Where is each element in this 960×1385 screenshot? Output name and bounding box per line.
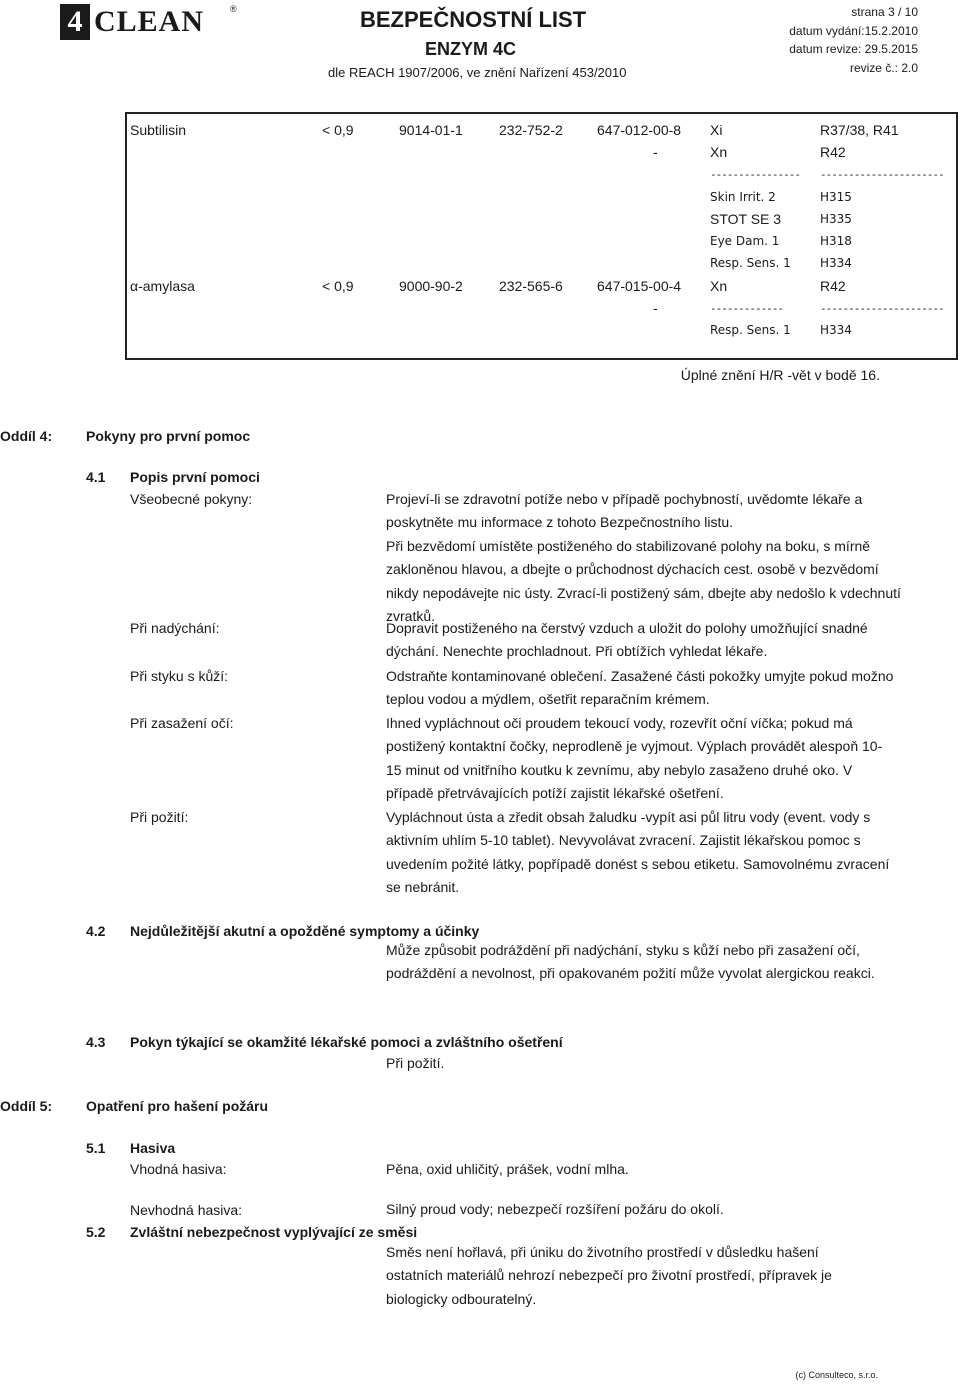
product-name: ENZYM 4C bbox=[425, 39, 517, 59]
subsection-4-2-number: 4.2 bbox=[86, 923, 106, 939]
subsection-5-1-number: 5.1 bbox=[86, 1140, 106, 1156]
ec-number: 232-752-2 bbox=[499, 122, 563, 138]
ingestion-label: Při požití: bbox=[130, 809, 189, 825]
text-line: zakloněnou hlavou, a dbejte o průchodnost dýchacích cest. osobě v bezvědomí bbox=[386, 561, 879, 578]
subsection-5-2-number: 5.2 bbox=[86, 1224, 106, 1240]
registered-mark: ® bbox=[230, 4, 237, 14]
classification-separator: ------------- bbox=[710, 302, 784, 315]
ingestion-text bbox=[386, 806, 889, 900]
subsection-4-2-title: Nejdůležitější akutní a opožděné symptomy a účinky bbox=[130, 923, 480, 939]
text-line: se nebránit. bbox=[386, 879, 460, 896]
special-hazards-text bbox=[386, 1241, 832, 1311]
medical-attention-text: Při požití. bbox=[386, 1055, 445, 1071]
general-instructions-label: Všeobecné pokyny: bbox=[130, 491, 253, 507]
suitable-extinguishing-label: Vhodná hasiva: bbox=[130, 1161, 227, 1177]
risk-phrases: R42 bbox=[820, 144, 846, 160]
subsection-5-1-title: Hasiva bbox=[130, 1140, 176, 1156]
ec-number: 232-565-6 bbox=[499, 278, 563, 294]
section-4-title: Pokyny pro první pomoc bbox=[86, 428, 251, 444]
text-line: dýchání. Nenechte prochladnout. Při obtížích vyhledat lékaře. bbox=[386, 643, 768, 660]
section-5-title: Opatření pro hašení požáru bbox=[86, 1098, 269, 1114]
eye-contact-text bbox=[386, 712, 882, 806]
general-instructions-text bbox=[386, 488, 901, 628]
index-number-extra: - bbox=[653, 144, 658, 160]
risk-phrases: R42 bbox=[820, 278, 846, 294]
text-line: Dopravit postiženého na čerstvý vzduch a uložit do polohy umožňující snadné bbox=[386, 620, 868, 636]
classification: Resp. Sens. 1 bbox=[710, 256, 791, 270]
text-line: Může způsobit podráždění při nadýchání, styku s kůží nebo při zasažení očí, bbox=[386, 942, 860, 958]
phrases-separator: ---------------------- bbox=[820, 168, 944, 181]
composition-table bbox=[125, 112, 958, 360]
document-title: BEZPEČNOSTNÍ LIST bbox=[360, 7, 587, 32]
hazard-statement: H318 bbox=[820, 234, 852, 248]
classification: Xi bbox=[710, 122, 723, 138]
table-note: Úplné znění H/R -vět v bodě 16. bbox=[680, 367, 880, 383]
text-line: poskytněte mu informace z tohoto Bezpečnostního listu. bbox=[386, 514, 734, 531]
text-line: Odstraňte kontaminované oblečení. Zasažené části pokožky umyjte pokud možno bbox=[386, 668, 894, 684]
symptoms-text bbox=[386, 939, 875, 986]
logo-number: 4 bbox=[60, 4, 90, 40]
hazard-statement: H334 bbox=[820, 323, 852, 337]
text-line: aktivním uhlím 5-10 tablet). Nevyvolávat zvracení. Zajistit lékařskou pomoc s bbox=[386, 832, 861, 849]
hazard-statement: H334 bbox=[820, 256, 852, 270]
text-line: Směs není hořlavá, při úniku do životního prostředí v důsledku hašení bbox=[386, 1244, 819, 1260]
classification: STOT SE 3 bbox=[710, 211, 782, 227]
classification: Eye Dam. 1 bbox=[710, 234, 780, 248]
section-5-label: Oddíl 5: bbox=[0, 1098, 53, 1114]
text-line: uvedením požité látky, popřípadě donést s sebou etiketu. Samovolnému zvracení bbox=[386, 855, 890, 872]
eye-contact-label: Při zasažení očí: bbox=[130, 715, 234, 731]
inhalation-text bbox=[386, 617, 868, 664]
section-4-label: Oddíl 4: bbox=[0, 428, 53, 444]
phrases-separator: ---------------------- bbox=[820, 302, 944, 315]
concentration: < 0,9 bbox=[322, 278, 354, 294]
text-line: ostatních materiálů nehrozí nebezpečí pro životní prostředí, přípravek je bbox=[386, 1267, 832, 1284]
cas-number: 9014-01-1 bbox=[399, 122, 463, 138]
text-line: Při bezvědomí umístěte postiženého do stabilizované polohy na boku, s mírně bbox=[386, 537, 871, 554]
text-line: případě přetrvávajících potíží zajistit lékařské ošetření. bbox=[386, 785, 724, 802]
text-line: 15 minut od vnitřního koutku k zevnímu, aby nebylo zasaženo druhé oko. V bbox=[386, 761, 853, 778]
unsuitable-extinguishing-label: Nevhodná hasiva: bbox=[130, 1202, 243, 1218]
text-line: biologicky odbouratelný. bbox=[386, 1290, 537, 1307]
classification: Xn bbox=[710, 144, 728, 160]
subsection-4-3-title: Pokyn týkající se okamžité lékařské pomoci a zvláštního ošetření bbox=[130, 1034, 563, 1050]
index-number-extra: - bbox=[653, 300, 658, 316]
index-number: 647-015-00-4 bbox=[597, 278, 682, 294]
text-line: postižený kontaktní čočky, neprodleně je vyjmout. Výplach provádět alespoň 10- bbox=[386, 738, 883, 755]
text-line: podráždění a nevolnost, při opakovaném požití může vyvolat alergickou reakci. bbox=[386, 965, 875, 982]
suitable-extinguishing-text: Pěna, oxid uhličitý, prášek, vodní mlha. bbox=[386, 1161, 629, 1177]
text-line: zvratků. bbox=[386, 608, 436, 625]
footer-copyright: (c) Consulteco, s.r.o. bbox=[795, 1370, 878, 1380]
index-number: 647-012-00-8 bbox=[597, 122, 682, 138]
subsection-4-1-title: Popis první pomoci bbox=[130, 469, 260, 485]
classification: Resp. Sens. 1 bbox=[710, 323, 791, 337]
unsuitable-extinguishing-text: Silný proud vody; nebezpečí rozšíření požáru do okolí. bbox=[386, 1201, 724, 1217]
skin-contact-text bbox=[386, 665, 893, 712]
risk-phrases: R37/38, R41 bbox=[820, 122, 899, 138]
issue-date: datum vydání:15.2.2010 bbox=[789, 24, 918, 38]
inhalation-label: Při nadýchání: bbox=[130, 620, 220, 636]
skin-contact-label: Při styku s kůží: bbox=[130, 668, 229, 684]
text-line: teplou vodou a mýdlem, ošetřit reparačním krémem. bbox=[386, 691, 710, 708]
text-line: Vypláchnout ústa a zředit obsah žaludku -vypít asi půl litru vody (event. vody s bbox=[386, 809, 871, 825]
text-line: Projeví-li se zdravotní potíže nebo v případě pochybností, uvědomte lékaře a bbox=[386, 491, 863, 507]
concentration: < 0,9 bbox=[322, 122, 354, 138]
hazard-statement: H335 bbox=[820, 212, 852, 226]
regulation-reference: dle REACH 1907/2006, ve znění Nařízení 453/2010 bbox=[328, 65, 627, 80]
subsection-5-2-title: Zvláštní nebezpečnost vyplývající ze směsi bbox=[130, 1224, 418, 1240]
text-line: nikdy nepodávejte nic ústy. Zvrací-li postižený sám, dbejte aby nedošlo k vdechnutí bbox=[386, 584, 901, 601]
logo-text: CLEAN bbox=[94, 5, 205, 38]
subsection-4-1-number: 4.1 bbox=[86, 469, 106, 485]
revision-number: revize č.: 2.0 bbox=[849, 61, 918, 75]
classification: Xn bbox=[710, 278, 728, 294]
hazard-statement: H315 bbox=[820, 190, 852, 204]
classification-separator: ---------------- bbox=[710, 168, 800, 181]
subsection-4-3-number: 4.3 bbox=[86, 1034, 106, 1050]
substance-name: α-amylasa bbox=[130, 278, 195, 294]
substance-name: Subtilisin bbox=[130, 122, 187, 138]
cas-number: 9000-90-2 bbox=[399, 278, 463, 294]
revision-date: datum revize: 29.5.2015 bbox=[789, 42, 918, 56]
classification: Skin Irrit. 2 bbox=[710, 190, 776, 204]
text-line: Ihned vypláchnout oči proudem tekoucí vody, rozevřít oční víčka; pokud má bbox=[386, 715, 853, 731]
page-number: strana 3 / 10 bbox=[851, 5, 918, 19]
